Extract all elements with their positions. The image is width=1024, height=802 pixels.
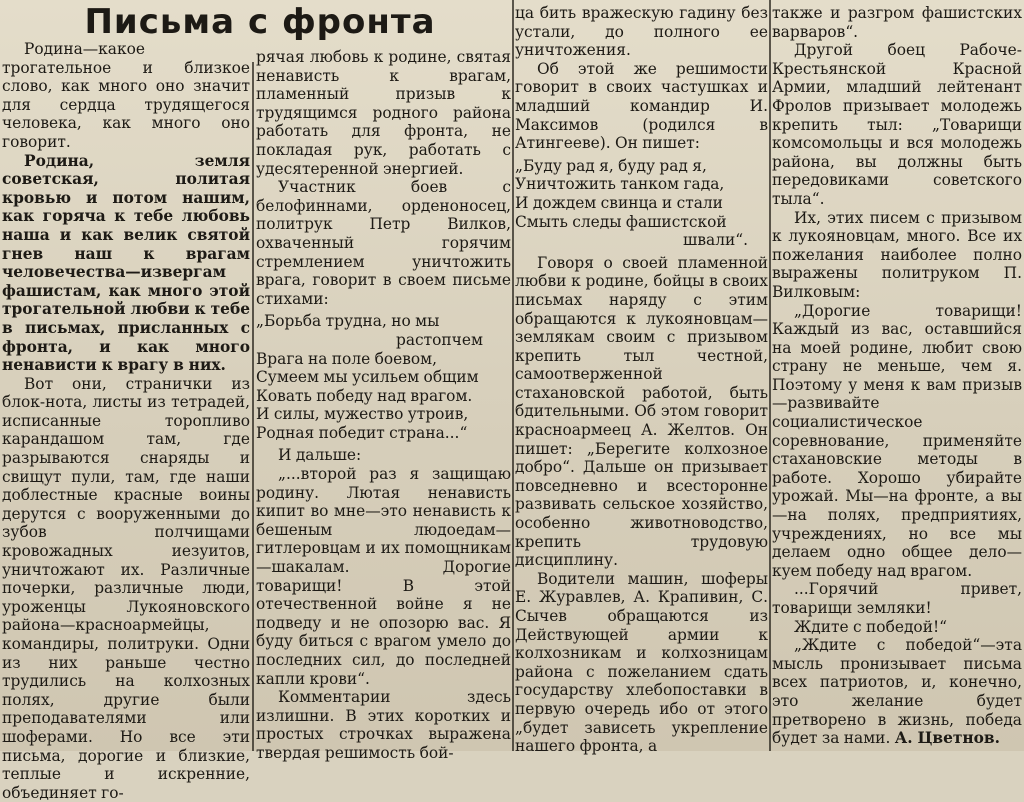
poem-line: „Борьба трудна, но мы (256, 312, 440, 331)
paragraph: Водители машин, шоферы Е. Журавлев, А. Крапивин, С. Сычев обращаются из Действующей армии к колхозникам и колхозницам района с пожеланием сдать государству хлебопоставки в первую очередь ибо от этого „будет зависеть укрепление нашего фронта, а (515, 569, 768, 756)
poem-line: Ковать победу над врагом. (256, 386, 473, 405)
paragraph: Комментарии здесь излишни. В этих коротких и простых строчках выражена твердая решимость бой- (256, 688, 511, 762)
column-3 (515, 0, 768, 756)
paragraph: Родина—какое трогательное и близкое слово, как много оно значит для сердца трудящегося человека, как много оно говорит. (2, 40, 250, 151)
poem-line: И силы, мужество утроив, (256, 405, 469, 424)
paragraph: ...Горячий привет, товарищи земляки! (772, 580, 1022, 617)
paragraph: Родина, земля советская, политая кровью и потом нашим, как горяча к тебе любовь наша и как велик святой гнев наш к врагам человечества—извергам фашистам, как много этой трогательной любви к тебе в письмах, присланных с фронта, и как много ненависти к врагу в них. (2, 151, 250, 375)
poem-line: растопчем (396, 330, 483, 349)
poem-line: Смыть следы фашистской (515, 212, 727, 231)
column-rule-1 (252, 62, 254, 751)
paragraph: Вот они, странички из блок-нота, листы из тетрадей, исписанные торопливо карандашом там, где разрываются снаряды и свищут пули, там, где наши доблестные красные воины дерутся с вооруженными до зубов полчищами кровожадных иезуитов, уничтожают их. Различные почерки, различные люди, уроженцы Лукояновского района—красноармейцы, командиры, политруки. Одни из них раньше честно трудились на колхозных полях, другие были преподавателями или шоферами. Но все эти письма, дорогие и близкие, теплые и искренние, объединяет го- (2, 374, 250, 802)
poem-line: швали“. (683, 231, 748, 250)
paragraph-text: „Ждите с победой“—эта мысль пронизывает письма всех патриотов, и, конечно, это желание будет претворено в жизнь, победа будет за нами. (772, 636, 1022, 748)
poem-line: И дождем свинца и стали (515, 193, 723, 212)
article-title: Письма с фронта (84, 2, 436, 42)
poem (515, 157, 768, 250)
column-2 (256, 0, 511, 762)
paragraph: Участник боев с белофиннами, орденоносец, политрук Петр Вилков, охваченный горячим стремлением уничтожить врага, говорит в своем письме стихами: (256, 178, 511, 308)
column-rule-3 (769, 0, 771, 751)
paragraph: „...второй раз я защищаю родину. Лютая ненависть кипит во мне—это ненависть к бешеным людоедам—гитлеровцам и их помощникам—шакалам. Дорогие товарищи! В этой отечественной войне я не подведу и не опозорю вас. Я буду биться с врагом умело до последних сил, до последней капли крови“. (256, 465, 511, 688)
signature: А. Цветнов. (894, 729, 1000, 748)
paragraph: Другой боец Рабоче-Крестьянской Красной Армии, младший лейтенант Фролов призывает молодежь крепить тыл: „Товарищи комсомольцы и вся молодежь района, вы должны быть передовиками советского тыла“. (772, 41, 1022, 208)
paragraph: Об этой же решимости говорит в своих частушках и младший командир И. Максимов (родился в Атингееве). Он пишет: (515, 59, 768, 153)
poem (256, 312, 511, 442)
paragraph: Говоря о своей пламенной любви к родине, бойцы в своих письмах наряду с этим обращаются к лукояновцам—землякам своим с призывом крепить тыл честной, самоотверженной стахановской работой, быть бдительными. Об этом говорит красноармеец А. Желтов. Он пишет: „Берегите колхозное добро“. Дальше он призывает повседневно и всесторонне развивать сельское хозяйство, особенно животноводство, крепить трудовую дисциплину. (515, 253, 768, 570)
paragraph: Ждите с победой!“ (794, 617, 948, 636)
paragraph: также и разгром фашистских варваров“. (772, 4, 1022, 41)
paragraph (772, 636, 1022, 748)
column-rule-2 (512, 0, 514, 751)
poem-line: Сумеем мы усильем общим (256, 368, 479, 387)
paragraph: рячая любовь к родине, святая ненависть к врагам, пламенный призыв к трудящимся родного района работать для фронта, не покладая рук, работать с удесятеренной энергией. (256, 48, 511, 178)
paragraph: Их, этих писем с призывом к лукояновцам, много. Все их пожелания наиболее полно выражены политруком П. Вилковым: (772, 208, 1022, 301)
paragraph: „Дорогие товарищи! Каждый из вас, оставшийся на моей родине, любит свою страну не меньше, чем я. Поэтому у меня к вам призыв—развивайте социалистическое соревнование, применяйте стахановские методы в работе. Хорошо убирайте урожай. Мы—на фронте, а вы—на полях, предприятиях, учреждениях, но все мы делаем одно общее дело—куем победу над врагом. (772, 301, 1022, 580)
paragraph: И дальше: (278, 446, 362, 465)
paragraph: ца бить вражескую гадину без устали, до полного ее уничтожения. (515, 4, 768, 60)
column-4 (772, 0, 1022, 751)
poem-line: Врага на поле боевом, (256, 349, 438, 368)
column-1 (2, 0, 250, 802)
poem-line: Уничтожить танком гада, (515, 175, 725, 194)
poem-line: „Буду рад я, буду рад я, (515, 156, 707, 175)
poem-line: Родная победит страна...“ (256, 423, 468, 442)
